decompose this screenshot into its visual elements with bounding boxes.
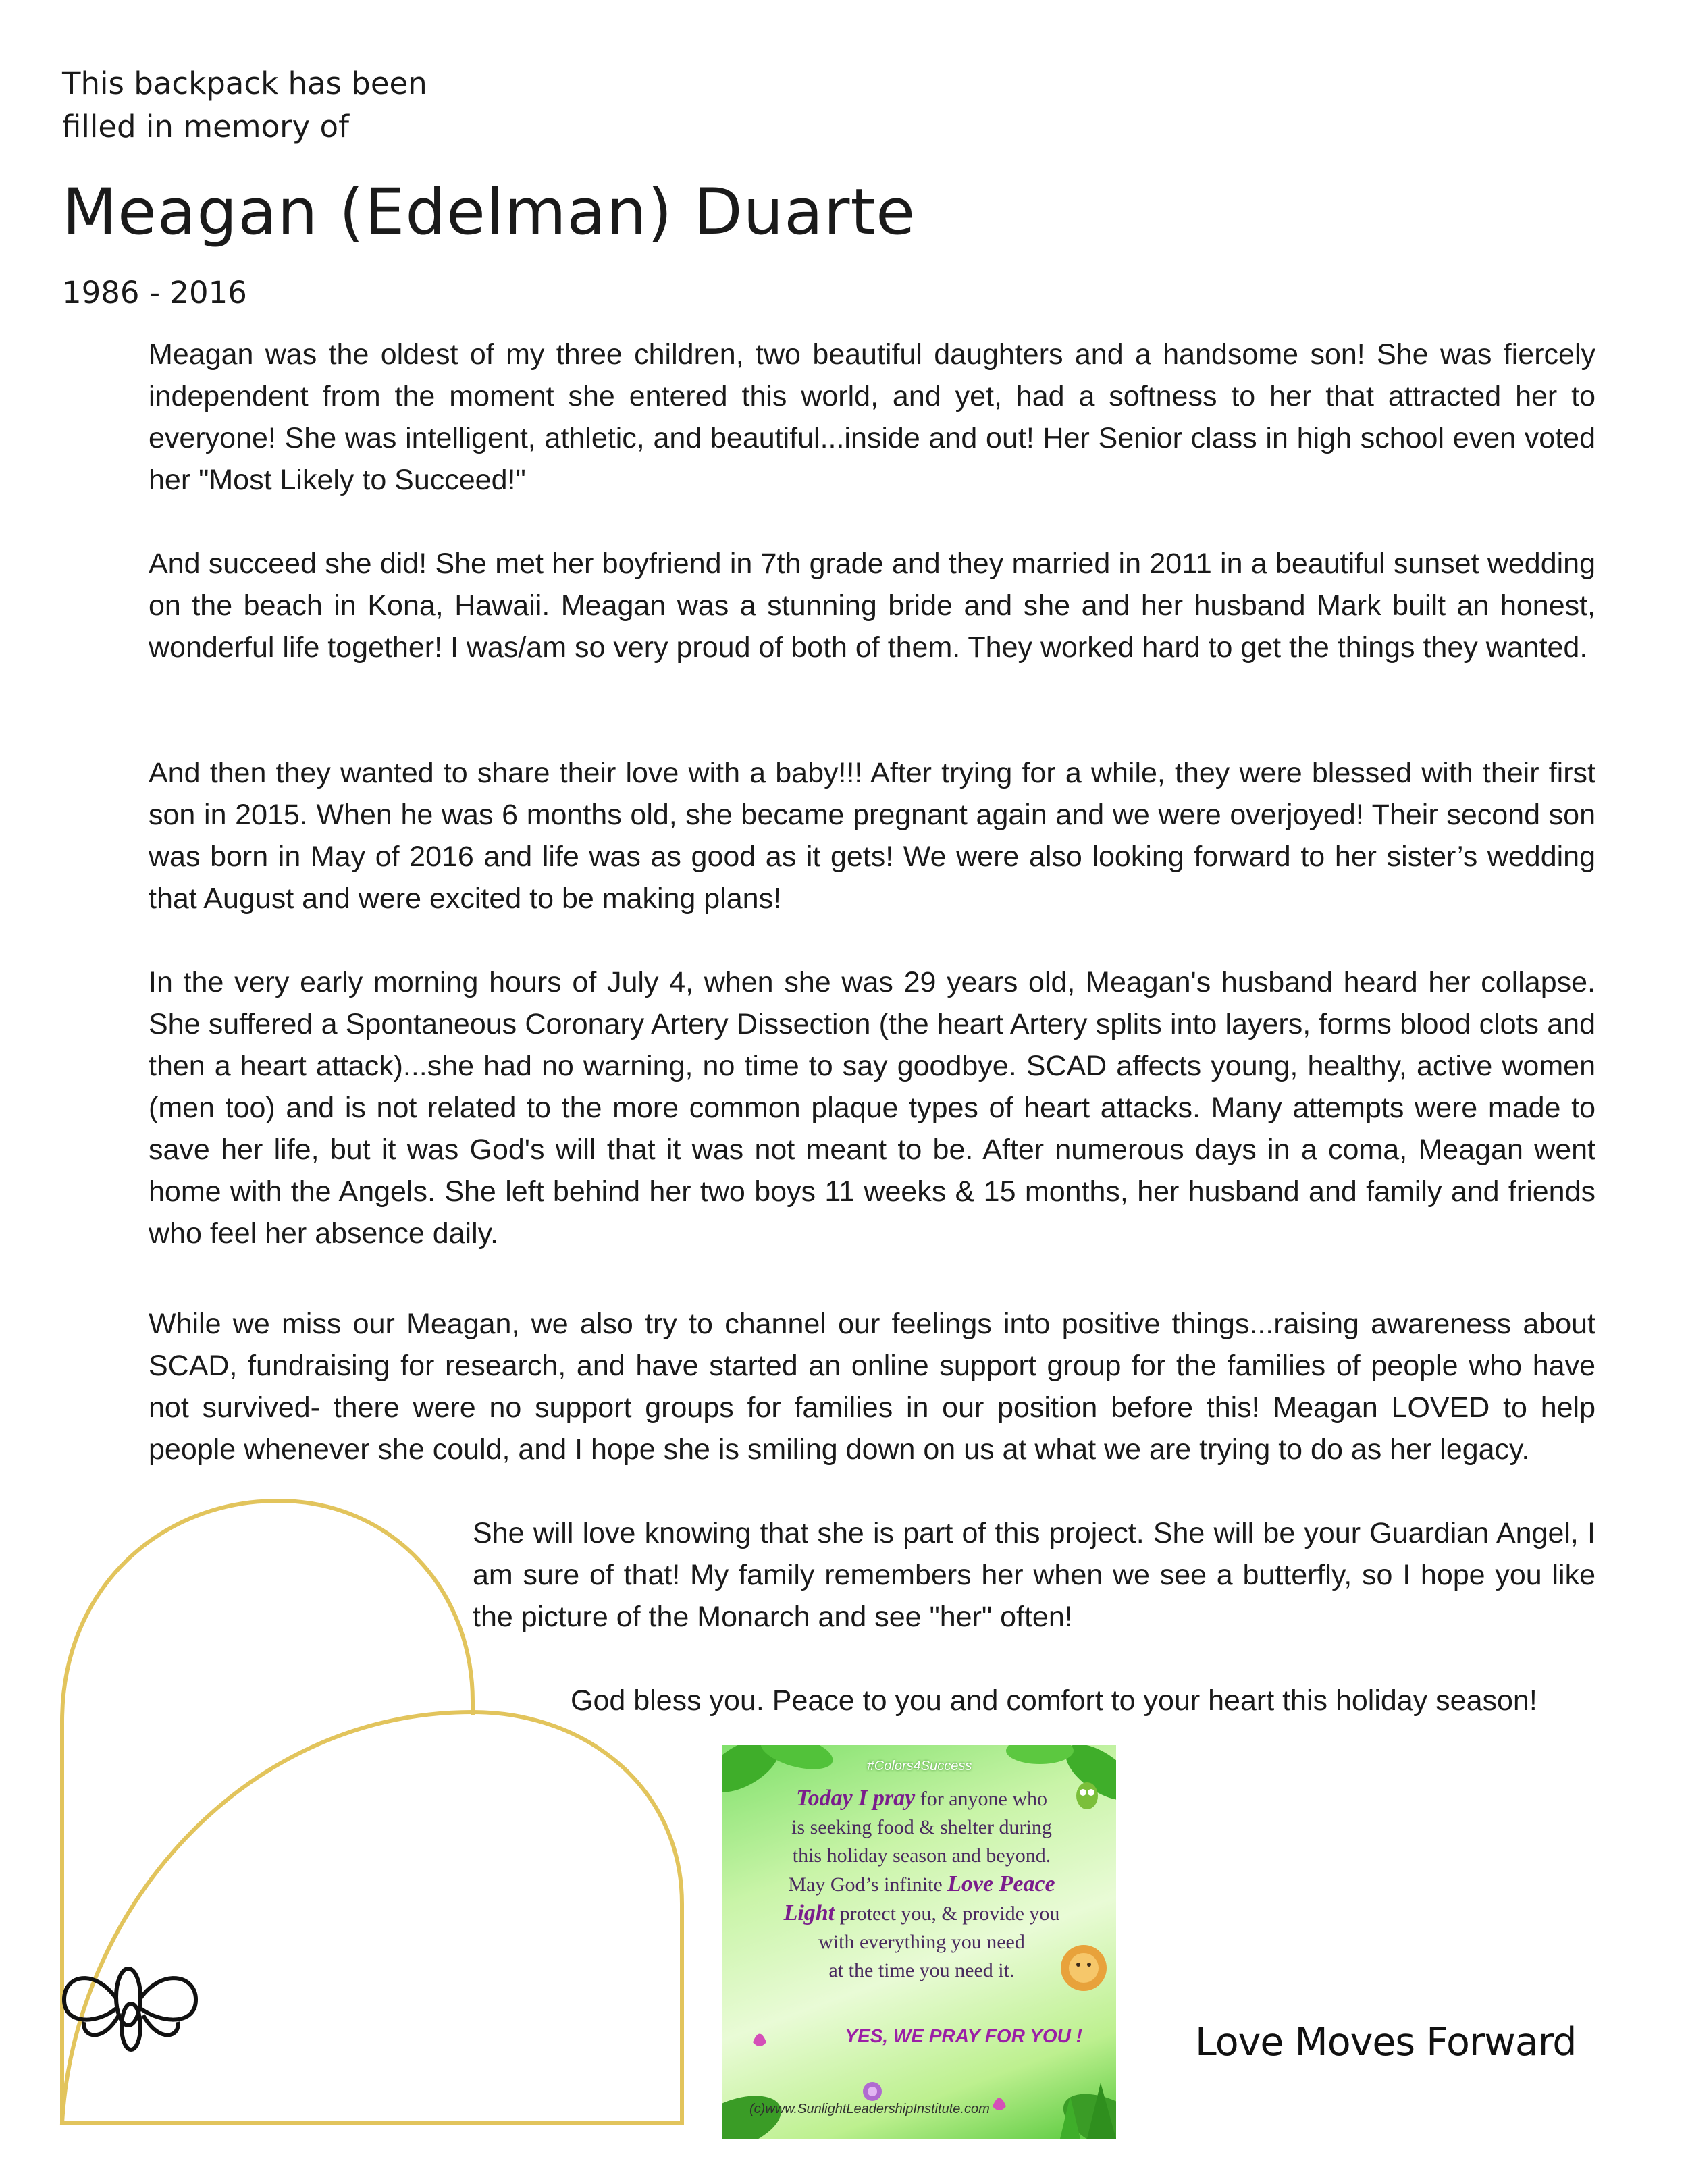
card-line-4: May God’s infinite — [788, 1873, 948, 1896]
intro-line-1: This backpack has been — [62, 65, 427, 101]
blessing-line: God bless you. Peace to you and comfort to your heart this holiday season! — [571, 1684, 1537, 1717]
card-line-3: this holiday season and beyond. — [792, 1844, 1051, 1867]
paragraph-marriage: And succeed she did! She met her boyfriend in 7th grade and they married in 2011 in a beautiful sunset wedding on the beach in Kona, Hawaii. Meagan was a stunning bride and she and her husband Mark built an honest, wonderful life together! I was/am so very proud of both of them. They worked hard to get the things they wanted. — [149, 548, 1595, 664]
card-highlight-light: Light — [783, 1900, 835, 1925]
paragraph-guardian-angel: She will love knowing that she is part of this project. She will be your Guardian Angel, I am sure of that! My family remembers her when we see a butterfly, so I hope you like the picture of the Monarch and see "her" often! — [473, 1517, 1595, 1633]
card-line-5: protect you, & provide you — [835, 1902, 1060, 1925]
intro-line-2: filled in memory of — [62, 109, 349, 144]
card-line-7: at the time you need it. — [828, 1959, 1015, 1981]
paragraph-scad: In the very early morning hours of July 4, when she was 29 years old, Meagan's husband heard her collapse. She suffered a Spontaneous Coronary Artery Dissection (the heart Artery splits into layers, forms blood clots and then a heart attack)...she had no warning, no time to say goodbye. SCAD affects young, healthy, active women (men too) and is not related to the more common plaque types of heart attacks. Many attempts were made to save her life, but it was God's will that it was not meant to be. After numerous days in a coma, Meagan went home with the Angels. She left behind her two boys 11 weeks & 15 months, her husband and family and friends who feel her absence daily. — [149, 966, 1595, 1250]
paragraph-childhood: Meagan was the oldest of my three children, two beautiful daughters and a handsome son! She was fiercely independent from the moment she entered this world, and yet, had a softness to her that attracted her to everyone! She was intelligent, athletic, and beautiful...inside and out! Her Senior class in high school even voted her "Most Likely to Succeed!" — [149, 338, 1595, 496]
card-line-2: is seeking food & shelter during — [791, 1816, 1052, 1838]
card-hashtag: #Colors4Success — [866, 1759, 972, 1774]
card-line-6: with everything you need — [818, 1931, 1025, 1953]
card-line-1: for anyone who — [915, 1788, 1048, 1810]
card-pray-line: YES, WE PRAY FOR YOU ! — [845, 2025, 1082, 2046]
life-dates: 1986 - 2016 — [62, 275, 247, 311]
paragraph-legacy: While we miss our Meagan, we also try to channel our feelings into positive things...raising awareness about SCAD, fundraising for research, and have started an online support group for the families of people who have not survived- there were no support groups for families in our position before this! Meagan LOVED to help people whenever she could, and I hope she is smiling down on us at what we are trying to do as her legacy. — [149, 1308, 1595, 1466]
motto-text: Love Moves Forward — [1195, 2020, 1577, 2065]
card-credit: (c)www.SunlightLeadershipInstitute.com — [749, 2102, 990, 2116]
memorial-name: Meagan (Edelman) Duarte — [62, 176, 916, 249]
card-highlight-today: Today I pray — [795, 1786, 916, 1811]
paragraph-children: And then they wanted to share their love with a baby!!! After trying for a while, they were blessed with their first son in 2015. When he was 6 months old, she became pregnant again and we were overjoyed! Their second son was born in May of 2016 and life was as good as it gets! We were also looking forward to her sister’s wedding that August and were excited to be making plans! — [149, 757, 1595, 915]
card-highlight-love-peace: Love Peace — [947, 1871, 1055, 1896]
